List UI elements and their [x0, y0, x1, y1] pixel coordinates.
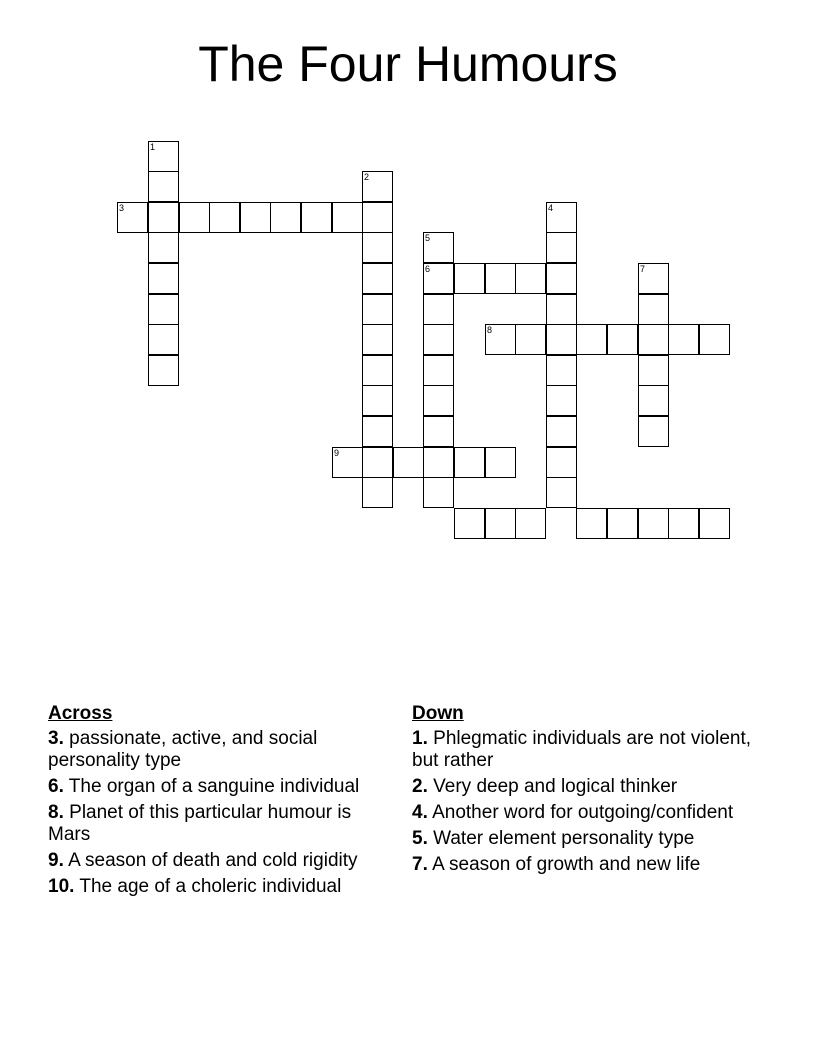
clue-across-8: 8. Planet of this particular humour is Mars — [48, 802, 352, 845]
grid-cell[interactable] — [638, 294, 669, 325]
grid-cell[interactable] — [332, 202, 363, 233]
grid-cell[interactable] — [454, 263, 485, 294]
grid-cell[interactable] — [638, 508, 669, 539]
grid-cell[interactable] — [454, 447, 485, 478]
grid-cell[interactable] — [515, 508, 546, 539]
clue-down-4: 4. Another word for outgoing/confident — [412, 802, 734, 823]
grid-cell[interactable] — [546, 416, 577, 447]
grid-cell[interactable] — [576, 324, 607, 355]
across-heading: Across — [48, 703, 113, 724]
grid-cell[interactable] — [362, 202, 393, 233]
grid-cell[interactable] — [638, 355, 669, 386]
grid-cell[interactable] — [546, 385, 577, 416]
grid-cell[interactable] — [546, 447, 577, 478]
clue-across-9: 9. A season of death and cold rigidity — [48, 850, 358, 871]
grid-cell[interactable] — [638, 263, 669, 294]
grid-cell[interactable] — [576, 508, 607, 539]
grid-cell[interactable] — [546, 294, 577, 325]
grid-cell[interactable] — [362, 416, 393, 447]
down-clues — [412, 703, 762, 880]
clue-number: 4 — [548, 203, 554, 213]
grid-cell[interactable] — [546, 202, 577, 233]
clue-number: 2 — [364, 172, 370, 182]
grid-cell[interactable] — [362, 477, 393, 508]
grid-cell[interactable] — [148, 202, 179, 233]
grid-cell[interactable] — [362, 355, 393, 386]
grid-cell[interactable] — [423, 263, 454, 294]
grid-cell[interactable] — [362, 324, 393, 355]
grid-cell[interactable] — [393, 447, 424, 478]
grid-cell[interactable] — [240, 202, 271, 233]
clue-number: 3 — [119, 203, 125, 213]
grid-cell[interactable] — [515, 263, 546, 294]
grid-cell[interactable] — [638, 324, 669, 355]
clue-number: 9 — [334, 448, 340, 458]
grid-cell[interactable] — [454, 508, 485, 539]
grid-cell[interactable] — [423, 447, 454, 478]
grid-cell[interactable] — [515, 324, 546, 355]
grid-cell[interactable] — [423, 232, 454, 263]
grid-cell[interactable] — [638, 385, 669, 416]
clue-number: 6 — [425, 264, 431, 274]
grid-cell[interactable] — [423, 294, 454, 325]
grid-cell[interactable] — [332, 447, 363, 478]
grid-cell[interactable] — [546, 324, 577, 355]
grid-cell[interactable] — [148, 232, 179, 263]
grid-cell[interactable] — [148, 294, 179, 325]
grid-cell[interactable] — [423, 477, 454, 508]
grid-cell[interactable] — [148, 263, 179, 294]
down-heading: Down — [412, 703, 464, 724]
grid-cell[interactable] — [668, 508, 699, 539]
clue-number: 1 — [150, 142, 156, 152]
grid-cell[interactable] — [423, 355, 454, 386]
clue-down-7: 7. A season of growth and new life — [412, 854, 701, 875]
across-clues — [48, 703, 393, 902]
grid-cell[interactable] — [546, 355, 577, 386]
grid-cell[interactable] — [362, 263, 393, 294]
grid-cell[interactable] — [270, 202, 301, 233]
grid-cell[interactable] — [485, 447, 516, 478]
clue-number: 7 — [640, 264, 646, 274]
grid-cell[interactable] — [209, 202, 240, 233]
grid-cell[interactable] — [699, 324, 730, 355]
clue-across-3: 3. passionate, active, and social personality type — [48, 728, 318, 771]
grid-cell[interactable] — [668, 324, 699, 355]
grid-cell[interactable] — [148, 324, 179, 355]
clue-across-6: 6. The organ of a sanguine individual — [48, 776, 360, 797]
grid-cell[interactable] — [362, 171, 393, 202]
grid-cell[interactable] — [485, 263, 516, 294]
clue-across-10: 10. The age of a choleric individual — [48, 876, 342, 897]
grid-cell[interactable] — [148, 355, 179, 386]
grid-cell[interactable] — [485, 508, 516, 539]
grid-cell[interactable] — [546, 232, 577, 263]
grid-cell[interactable] — [699, 508, 730, 539]
grid-cell[interactable] — [546, 477, 577, 508]
clue-number: 5 — [425, 233, 431, 243]
grid-cell[interactable] — [117, 202, 148, 233]
clue-number: 8 — [487, 325, 493, 335]
grid-cell[interactable] — [148, 171, 179, 202]
grid-cell[interactable] — [362, 447, 393, 478]
clue-down-2: 2. Very deep and logical thinker — [412, 776, 678, 797]
grid-cell[interactable] — [546, 263, 577, 294]
grid-cell[interactable] — [423, 416, 454, 447]
grid-cell[interactable] — [148, 141, 179, 172]
page-title: The Four Humours — [198, 36, 618, 92]
grid-cell[interactable] — [638, 416, 669, 447]
grid-cell[interactable] — [485, 324, 516, 355]
grid-cell[interactable] — [362, 232, 393, 263]
grid-cell[interactable] — [179, 202, 210, 233]
grid-cell[interactable] — [607, 324, 638, 355]
grid-cell[interactable] — [423, 385, 454, 416]
grid-cell[interactable] — [301, 202, 332, 233]
grid-cell[interactable] — [362, 294, 393, 325]
clue-down-5: 5. Water element personality type — [412, 828, 695, 849]
grid-cell[interactable] — [423, 324, 454, 355]
clue-down-1: 1. Phlegmatic individuals are not violent, but rather — [412, 728, 752, 771]
grid-cell[interactable] — [362, 385, 393, 416]
grid-cell[interactable] — [607, 508, 638, 539]
